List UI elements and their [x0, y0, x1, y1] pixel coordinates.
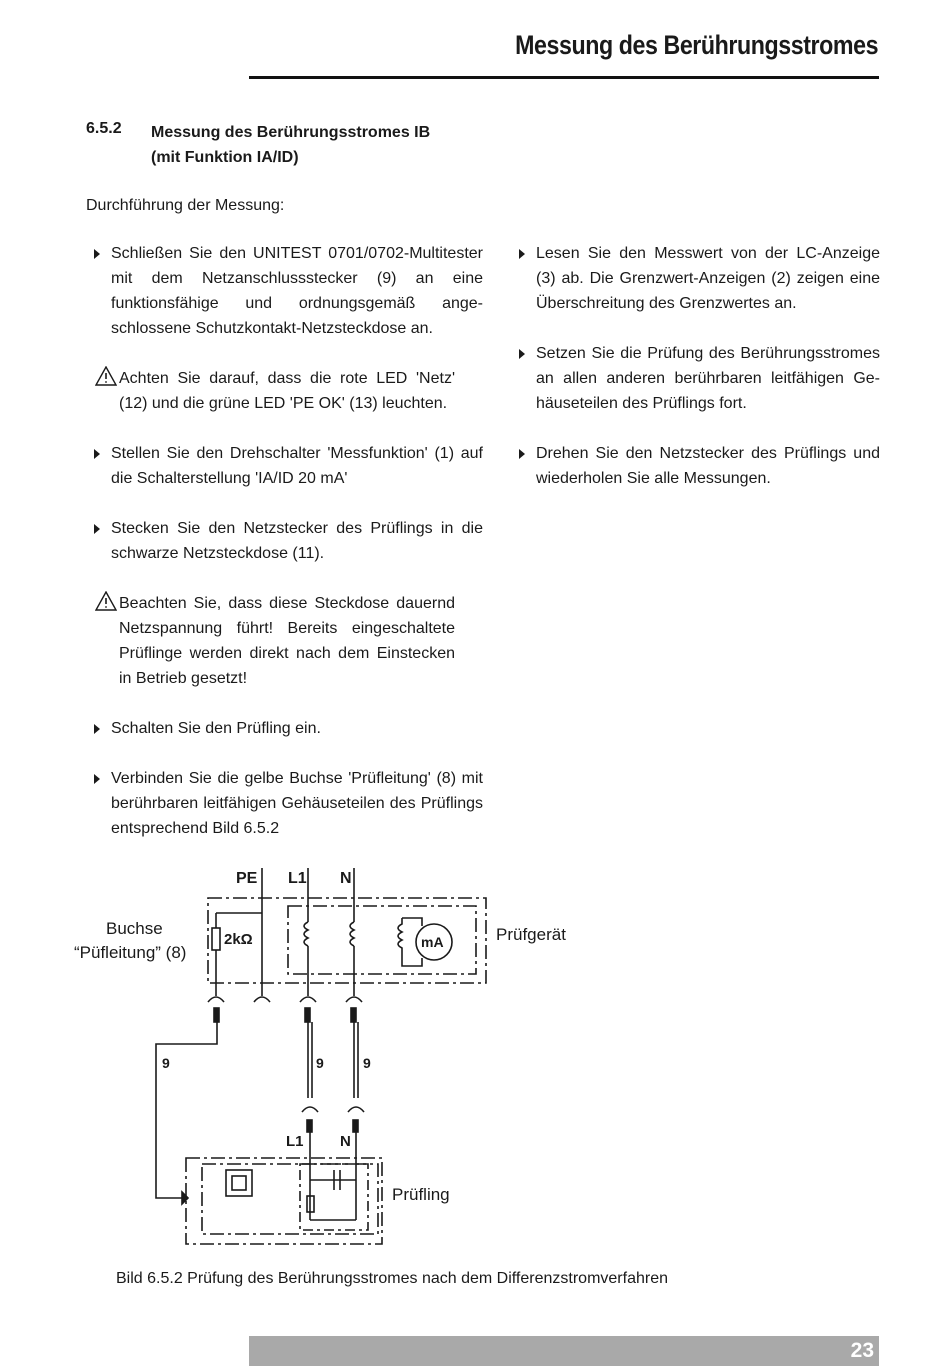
list-item [119, 366, 455, 416]
item-text: Beachten Sie, dass diese Steckdose dauernd Netzspannung führt! Bereits eingeschaltete Prüflinge werden direkt nach dem Einstecken in Betrieb gesetzt! [119, 595, 455, 687]
resistor-icon [212, 928, 220, 950]
list-item [536, 241, 880, 316]
list-item [111, 241, 483, 341]
item-text: Stellen Sie den Drehschalter 'Messfunktion' (1) auf die Schalterstellung 'IA/ID 20 mA' [111, 445, 483, 487]
item-text: Setzen Sie die Prüfung des Berührungsstromes an allen anderen berührbaren leitfähigen Gehäuseteilen des Prüflings fort. [536, 345, 880, 412]
arrow-bullet-icon [89, 716, 105, 742]
footer-bar [249, 1336, 879, 1366]
list-item [119, 591, 455, 691]
section-title-line2: (mit Funktion IA/ID) [151, 149, 299, 166]
figure-caption: Bild 6.5.2 Prüfung des Berührungsstromes nach dem Differenzstromverfahren [116, 1270, 668, 1287]
list-item [536, 441, 880, 491]
intro-text: Durchführung der Messung: [86, 197, 285, 214]
list-item [111, 516, 483, 566]
diagram-label-pe: PE [236, 870, 258, 887]
list-item [111, 766, 483, 841]
arrow-bullet-icon [89, 766, 105, 792]
diagram-label-pruefling: Prüfling [392, 1185, 450, 1204]
arrow-bullet-icon [514, 241, 530, 267]
item-text: Schließen Sie den UNITEST 0701/0702-Multitester mit dem Netzanschlussstecker (9) an eine funktionsfähige und ordnungsgemäß angeschlossene Schutzkontakt-Netzsteckdose an. [111, 245, 483, 337]
item-text: Lesen Sie den Messwert von der LC-Anzeige (3) ab. Die Grenzwert-Anzeigen (2) zeigen eine Überschreitung des Grenzwertes an. [536, 245, 880, 312]
warning-icon [95, 366, 111, 391]
arrow-bullet-icon [89, 441, 105, 467]
arrow-bullet-icon [514, 441, 530, 467]
diagram-label-n: N [340, 870, 352, 887]
arrow-bullet-icon [514, 341, 530, 367]
list-item [111, 441, 483, 491]
section-number: 6.5.2 [86, 120, 122, 137]
item-text: Stecken Sie den Netzstecker des Prüflings in die schwarze Netzsteckdose (11). [111, 520, 483, 562]
list-item [536, 341, 880, 416]
diagram-label-pruefgeraet: Prüfgerät [496, 925, 566, 944]
arrow-bullet-icon [89, 241, 105, 267]
item-text: Drehen Sie den Netzstecker des Prüflings und wiederholen Sie alle Messungen. [536, 445, 880, 487]
section-title-line1: Messung des Berührungsstromes IB [151, 124, 431, 141]
diagram-label-resistor: 2kΩ [224, 931, 253, 948]
section-title [151, 120, 471, 170]
circuit-diagram [60, 858, 620, 1258]
diagram-label-l1: L1 [288, 870, 307, 887]
warning-icon [95, 591, 111, 616]
diagram-label-cable-2: 9 [316, 1055, 324, 1071]
page-number: 23 [850, 1339, 874, 1362]
item-text: Verbinden Sie die gelbe Buchse 'Prüfleitung' (8) mit berührbaren leitfähigen Gehäuseteilen des Prüflings entsprechend Bild 6.5.2 [111, 770, 483, 837]
diagram-label-buchse-1: Buchse [106, 919, 163, 938]
list-item [111, 716, 483, 741]
page-title: Messung des Berührungsstromes [514, 30, 878, 60]
diagram-label-n-dut: N [340, 1133, 351, 1150]
diagram-label-buchse-2: “Püfleitung” (8) [74, 943, 187, 962]
arrow-bullet-icon [89, 516, 105, 542]
diagram-label-cable-3: 9 [363, 1055, 371, 1071]
diagram-label-l1-dut: L1 [286, 1133, 304, 1150]
item-text: Schalten Sie den Prüfling ein. [111, 720, 321, 737]
diagram-label-meter: mA [421, 934, 444, 950]
diagram-label-cable-1: 9 [162, 1055, 170, 1071]
title-rule [249, 76, 879, 79]
item-text: Achten Sie darauf, dass die rote LED 'Netz' (12) und die grüne LED 'PE OK' (13) leuchten. [119, 370, 455, 412]
